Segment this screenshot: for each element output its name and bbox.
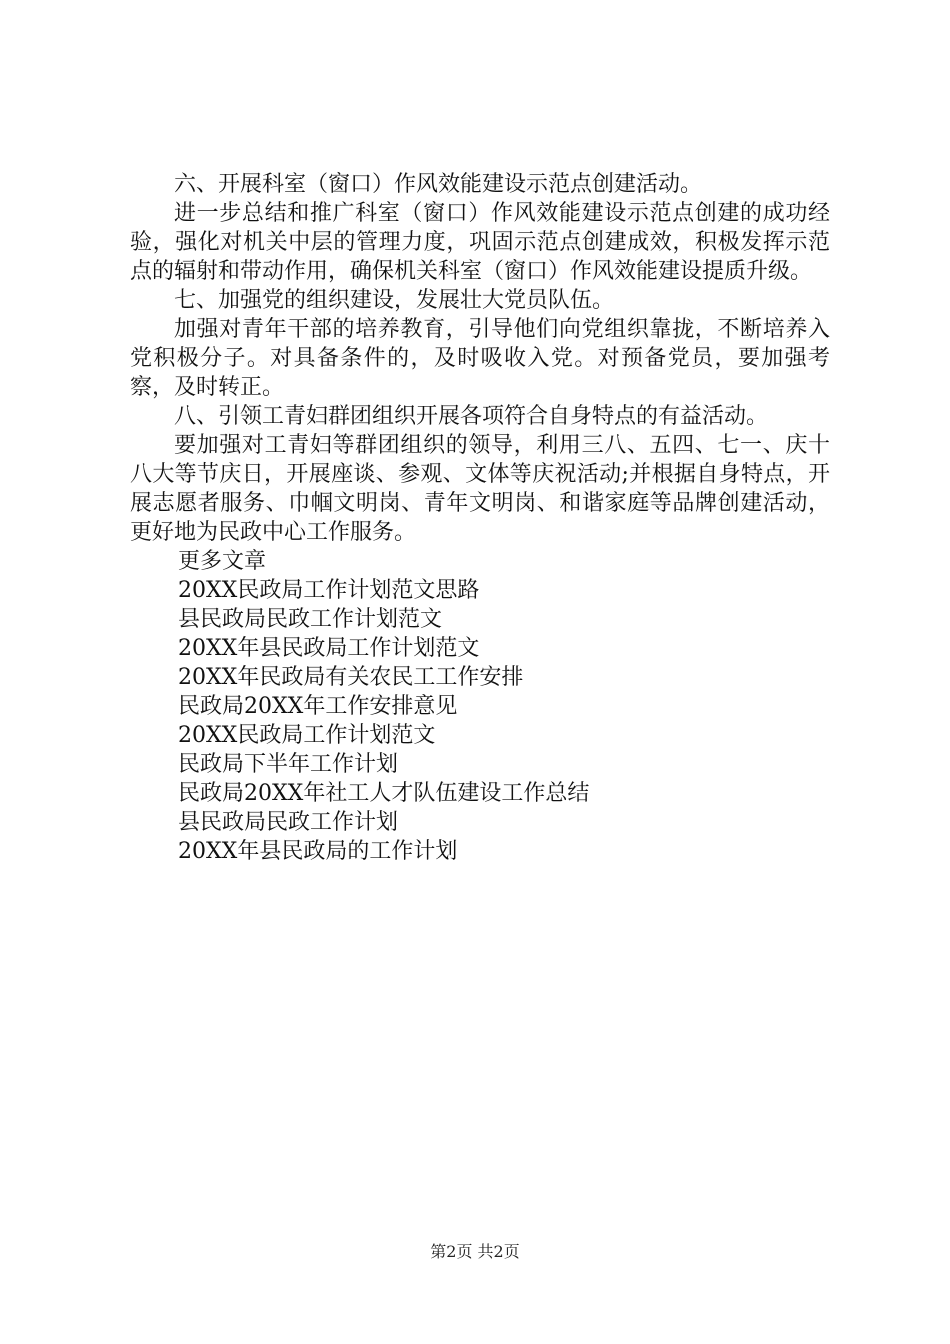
article-link[interactable]: 县民政局民政工作计划 — [178, 810, 399, 835]
section-eight-heading: 八、引领工青妇群团组织开展各项符合自身特点的有益活动。 — [174, 404, 769, 429]
page-footer — [0, 1242, 950, 1262]
section-six-heading: 六、开展科室（窗口）作风效能建设示范点创建活动。 — [174, 172, 703, 197]
article-link[interactable]: 20XX年县民政局的工作计划 — [178, 839, 458, 864]
article-link[interactable]: 民政局下半年工作计划 — [178, 752, 399, 777]
more-articles-list — [130, 576, 830, 866]
article-link[interactable]: 20XX民政局工作计划范文 — [178, 723, 436, 748]
article-link[interactable]: 民政局20XX年社工人才队伍建设工作总结 — [178, 781, 590, 806]
section-six-body: 进一步总结和推广科室（窗口）作风效能建设示范点创建的成功经验，强化对机关中层的管理力度，巩固示范点创建成效，积极发挥示范点的辐射和带动作用，确保机关科室（窗口）作风效能建设提质升级。 — [130, 201, 830, 284]
article-link[interactable]: 20XX年县民政局工作计划范文 — [178, 636, 480, 661]
article-link[interactable]: 20XX年民政局有关农民工工作安排 — [178, 665, 524, 690]
article-link[interactable]: 20XX民政局工作计划范文思路 — [178, 578, 480, 603]
section-seven-heading: 七、加强党的组织建设，发展壮大党员队伍。 — [174, 288, 615, 313]
article-link[interactable]: 县民政局民政工作计划范文 — [178, 607, 443, 632]
section-eight-body: 要加强对工青妇等群团组织的领导，利用三八、五四、七一、庆十八大等节庆日，开展座谈、参观、文体等庆祝活动;并根据自身特点，开展志愿者服务、巾帼文明岗、青年文明岗、和谐家庭等品牌创建活动，更好地为民政中心工作服务。 — [130, 433, 830, 545]
document-body — [130, 170, 830, 866]
more-articles-title: 更多文章 — [178, 549, 267, 574]
page-number: 第2页 共2页 — [430, 1242, 520, 1261]
article-link[interactable]: 民政局20XX年工作安排意见 — [178, 694, 458, 719]
section-seven-body: 加强对青年干部的培养教育，引导他们向党组织靠拢，不断培养入党积极分子。对具备条件的，及时吸收入党。对预备党员，要加强考察，及时转正。 — [130, 317, 830, 400]
